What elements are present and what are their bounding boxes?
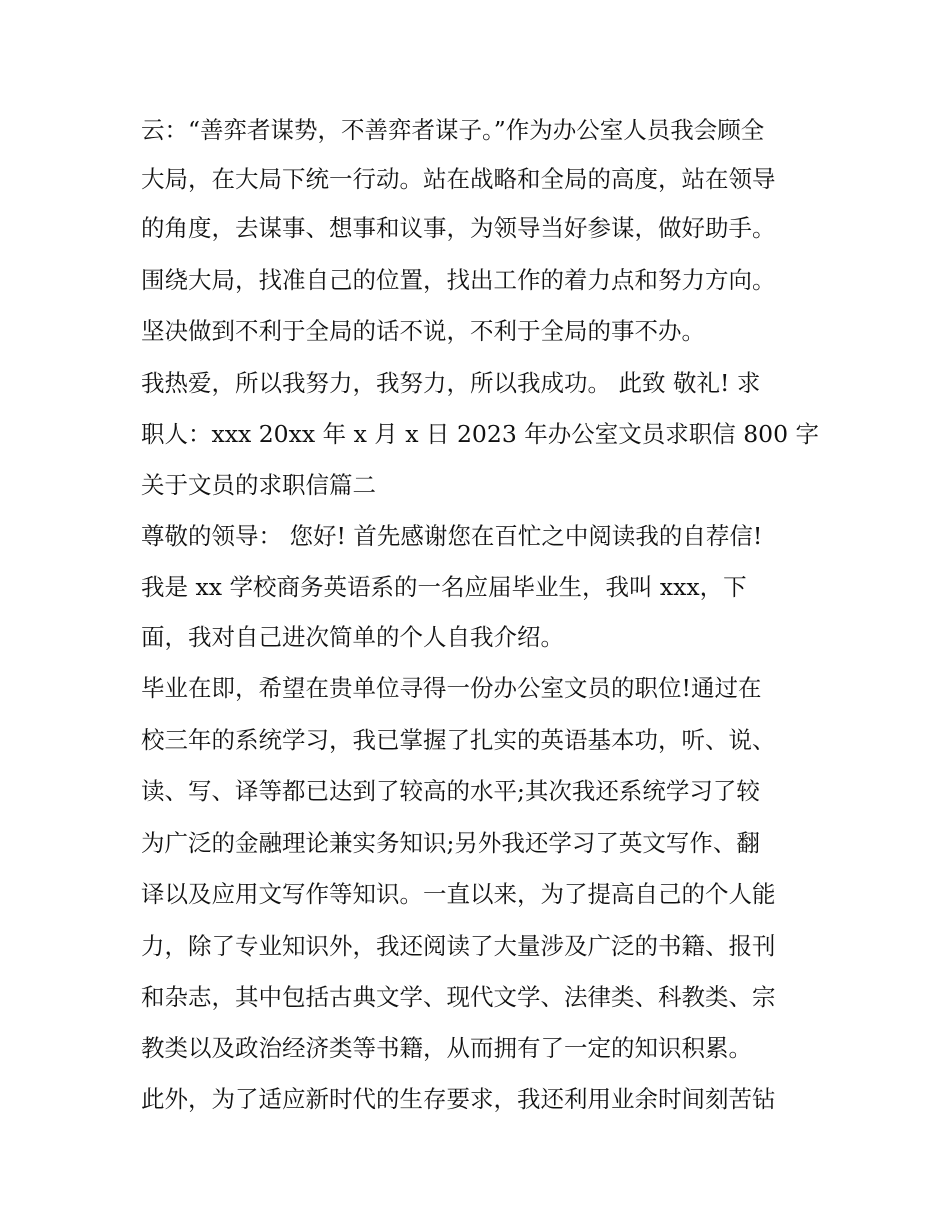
text-line: 坚决做到不利于全局的话不说，不利于全局的事不办。 <box>141 317 705 345</box>
text-line: 面，我对自己进次简单的个人自我介绍。 <box>141 623 564 651</box>
text-line: 云：“善弈者谋势，不善弈者谋子。”作为办公室人员我会顾全 <box>141 116 765 144</box>
text-line: 读、写、译等都已达到了较高的水平;其次我还系统学习了较 <box>141 777 760 805</box>
text-line: 校三年的系统学习，我已掌握了扎实的英语基本功，听、说、 <box>141 726 776 754</box>
text-line: 和杂志，其中包括古典文学、现代文学、法律类、科教类、宗 <box>141 983 776 1011</box>
text-line: 此外，为了适应新时代的生存要求，我还利用业余时间刻苦钻 <box>141 1085 776 1113</box>
text-line: 我热爱，所以我努力，我努力，所以我成功。 此致 敬礼! 求 <box>141 369 761 397</box>
text-line: 围绕大局，找准自己的位置，找出工作的着力点和努力方向。 <box>141 266 776 294</box>
text-line: 大局，在大局下统一行动。站在战略和全局的高度，站在领导 <box>141 165 776 193</box>
text-line: 为广泛的金融理论兼实务知识;另外我还学习了英文写作、翻 <box>141 829 760 857</box>
text-line: 教类以及政治经济类等书籍，从而拥有了一定的知识积累。 <box>141 1034 752 1062</box>
text-line: 我是 xx 学校商务英语系的一名应届毕业生，我叫 xxx，下 <box>141 573 747 601</box>
text-line: 译以及应用文写作等知识。一直以来，为了提高自己的个人能 <box>141 880 776 908</box>
text-line: 关于文员的求职信篇二 <box>141 471 376 499</box>
text-line: 职人：xxx 20xx 年 x 月 x 日 2023 年办公室文员求职信 800 字 <box>141 420 820 448</box>
text-line: 的角度，去谋事、想事和议事，为领导当好参谋，做好助手。 <box>141 214 776 242</box>
text-line: 毕业在即，希望在贵单位寻得一份办公室文员的职位!通过在 <box>141 674 762 702</box>
text-line: 力，除了专业知识外，我还阅读了大量涉及广泛的书籍、报刊 <box>141 932 776 960</box>
text-line: 尊敬的领导： 您好! 首先感谢您在百忙之中阅读我的自荐信! <box>141 522 763 550</box>
